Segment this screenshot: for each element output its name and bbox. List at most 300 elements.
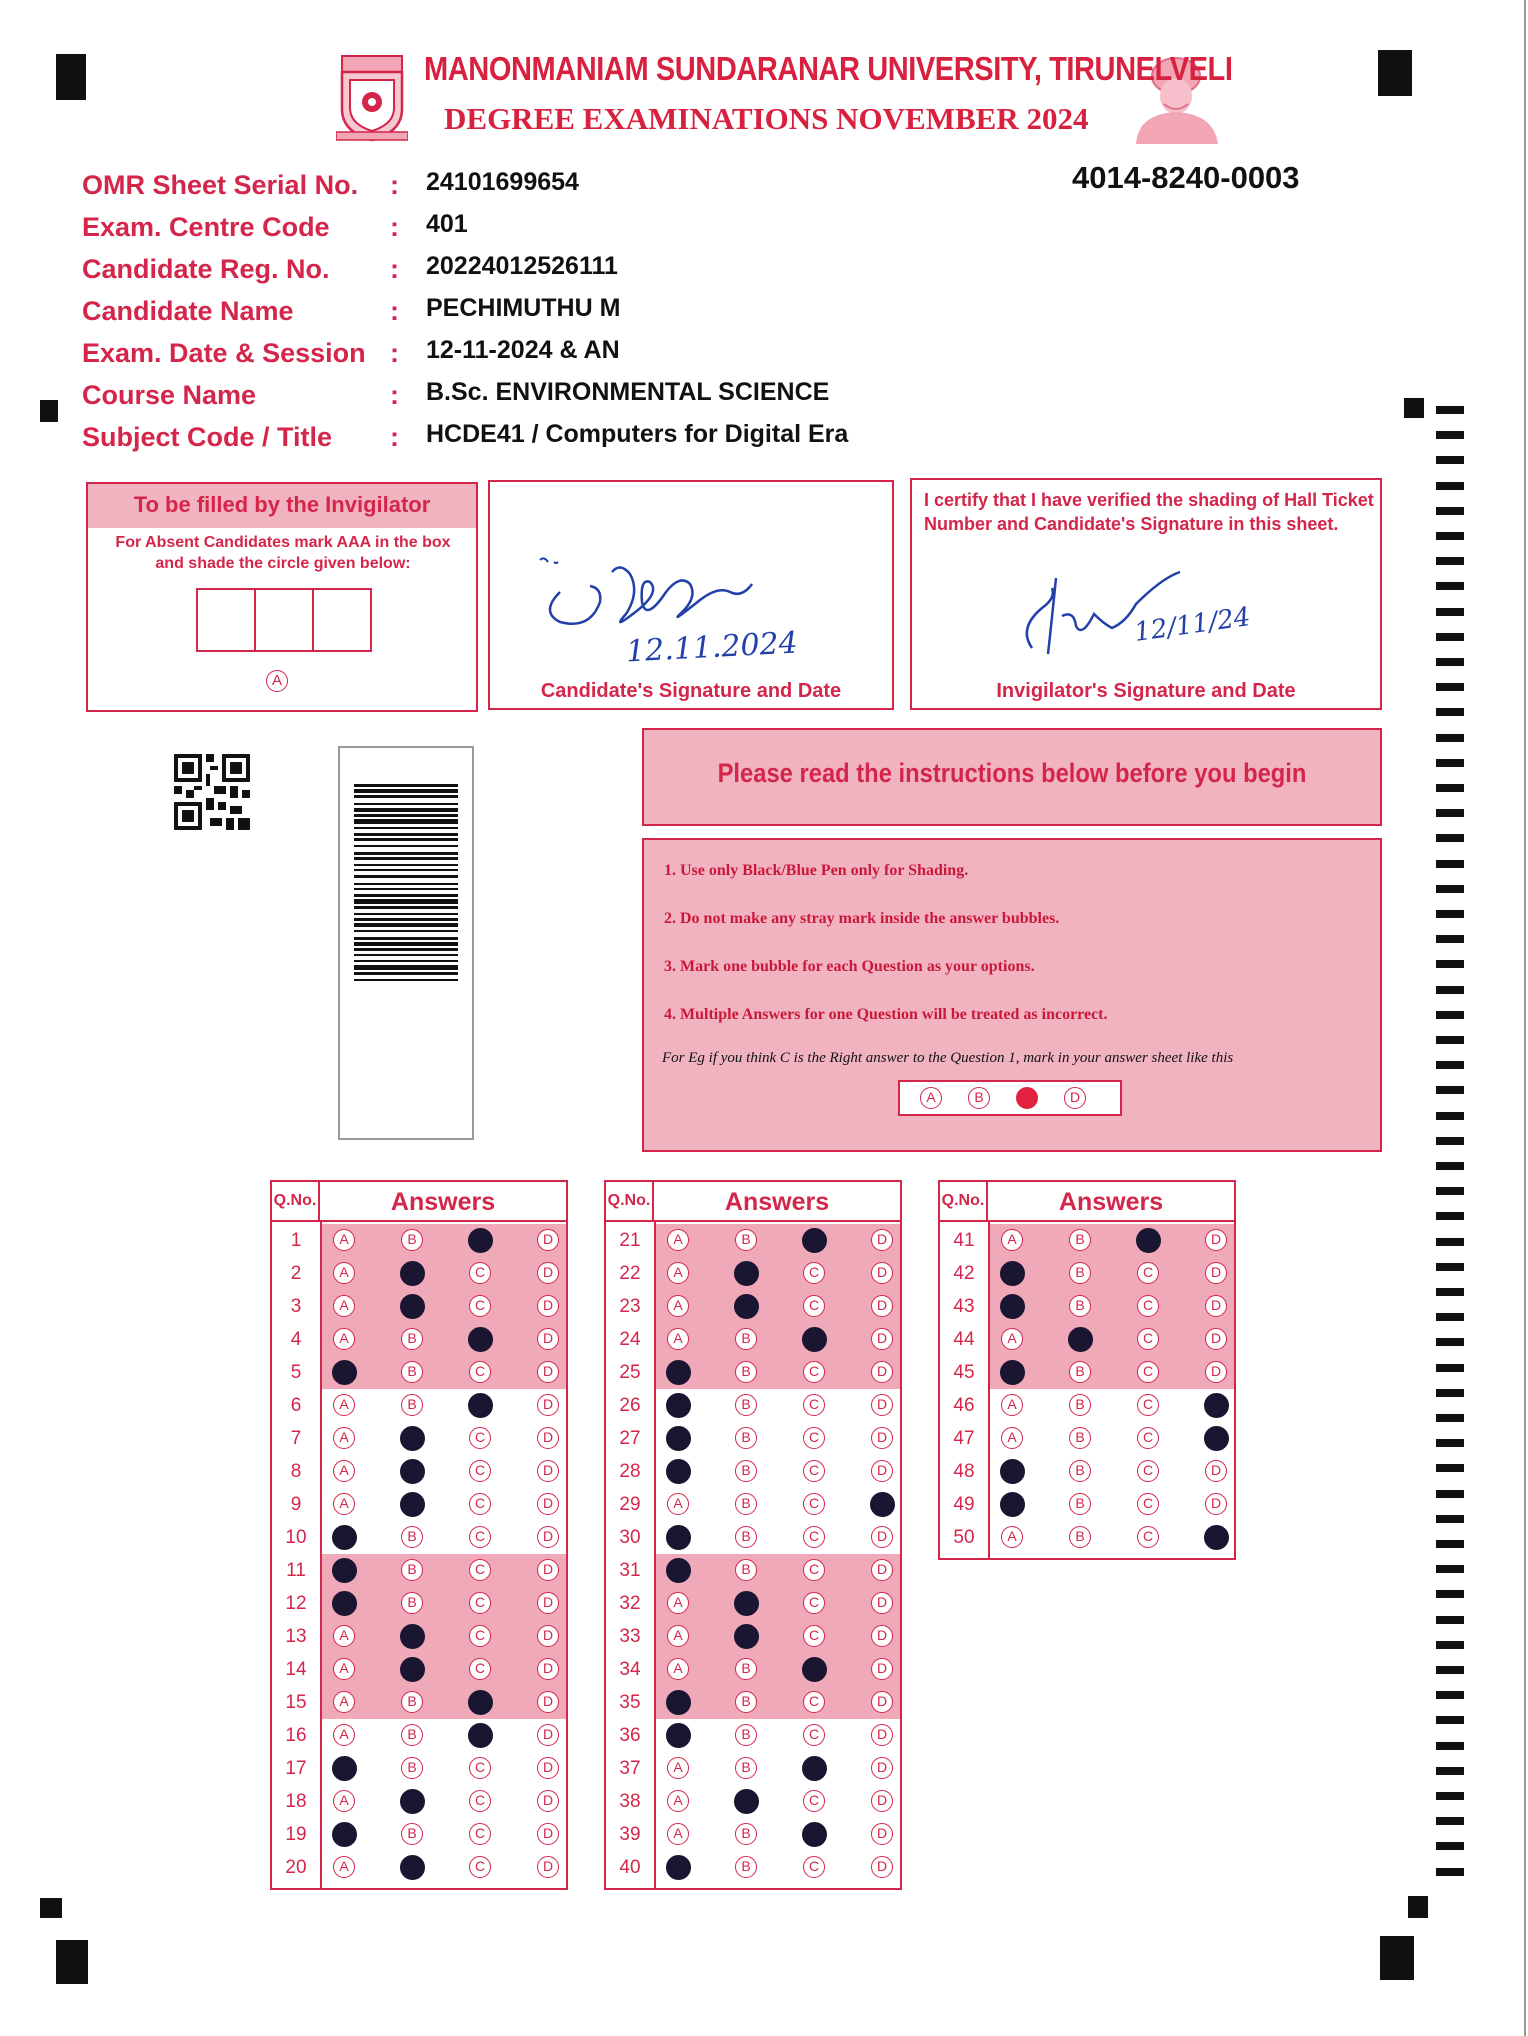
answer-bubble[interactable]: B <box>1069 1526 1091 1548</box>
answer-bubble-filled[interactable] <box>802 1756 827 1781</box>
answer-bubble-filled[interactable] <box>666 1723 691 1748</box>
answer-bubble[interactable]: A <box>1001 1229 1023 1251</box>
question-number: 22 <box>619 1263 641 1284</box>
answer-bubble[interactable]: D <box>871 1625 893 1647</box>
answer-bubble[interactable]: D <box>1205 1493 1227 1515</box>
answer-bubble[interactable]: D <box>537 1328 559 1350</box>
question-number: 32 <box>619 1593 641 1614</box>
answer-bubble[interactable]: B <box>401 1757 423 1779</box>
answer-row <box>940 1488 1234 1521</box>
info-value: B.Sc. ENVIRONMENTAL SCIENCE <box>426 378 830 406</box>
answer-bubble[interactable]: B <box>735 1823 757 1845</box>
answer-bubble[interactable]: C <box>469 1361 491 1383</box>
info-label: Candidate Reg. No. <box>82 254 330 284</box>
answer-bubble[interactable]: A <box>667 1229 689 1251</box>
answer-bubble[interactable]: A <box>1001 1328 1023 1350</box>
answer-bubble-filled[interactable] <box>400 1855 425 1880</box>
answer-bubble[interactable]: A <box>333 1229 355 1251</box>
answer-bubble[interactable]: D <box>871 1427 893 1449</box>
answer-bubble[interactable]: A <box>667 1790 689 1812</box>
answers-header: Answers <box>1058 1188 1164 1216</box>
answer-bubble[interactable]: D <box>537 1691 559 1713</box>
answer-bubble-filled[interactable] <box>666 1393 691 1418</box>
timing-mark <box>1436 910 1464 918</box>
answer-row <box>272 1422 566 1455</box>
answer-bubble[interactable]: C <box>803 1790 825 1812</box>
answer-bubble-filled[interactable] <box>332 1591 357 1616</box>
answer-bubble[interactable]: B <box>401 1394 423 1416</box>
answer-row <box>272 1719 566 1752</box>
answer-row <box>606 1290 900 1323</box>
answer-bubble[interactable]: A <box>333 1691 355 1713</box>
timing-mark <box>1436 1338 1464 1346</box>
timing-mark <box>1436 1868 1464 1876</box>
answer-bubble-filled[interactable] <box>468 1327 493 1352</box>
answer-bubble[interactable]: D <box>537 1262 559 1284</box>
answer-bubble-filled[interactable] <box>400 1426 425 1451</box>
answer-bubble[interactable]: C <box>469 1757 491 1779</box>
answer-bubble-filled[interactable] <box>332 1360 357 1385</box>
answer-bubble[interactable]: B <box>401 1691 423 1713</box>
answer-bubble[interactable]: C <box>803 1592 825 1614</box>
answer-bubble[interactable]: D <box>537 1724 559 1746</box>
answer-bubble[interactable]: D <box>871 1229 893 1251</box>
answer-bubble[interactable]: D <box>1205 1361 1227 1383</box>
answer-bubble[interactable]: A <box>333 1427 355 1449</box>
timing-mark <box>1436 1490 1464 1498</box>
answer-bubble-filled[interactable] <box>1068 1327 1093 1352</box>
answer-bubble[interactable]: C <box>803 1427 825 1449</box>
answer-bubble[interactable]: C <box>803 1262 825 1284</box>
candidate-signature-box <box>488 480 894 710</box>
answer-bubble-filled[interactable] <box>468 1690 493 1715</box>
answer-bubble-filled[interactable] <box>734 1261 759 1286</box>
answer-bubble[interactable]: D <box>537 1295 559 1317</box>
invigilator-signature-box <box>910 478 1382 710</box>
answer-bubble[interactable]: B <box>735 1328 757 1350</box>
answer-bubble-filled[interactable] <box>1000 1360 1025 1385</box>
timing-mark <box>1436 708 1464 716</box>
answer-bubble-filled[interactable] <box>666 1855 691 1880</box>
answer-bubble-filled[interactable] <box>1000 1294 1025 1319</box>
timing-mark <box>1436 582 1464 590</box>
barcode-stripe <box>354 923 458 927</box>
answer-bubble[interactable]: A <box>333 1856 355 1878</box>
answer-bubble[interactable]: D <box>537 1427 559 1449</box>
answer-row <box>606 1719 900 1752</box>
invigilator-signature-caption: Invigilator's Signature and Date <box>996 680 1296 702</box>
answer-bubble-filled[interactable] <box>666 1525 691 1550</box>
answer-bubble[interactable]: C <box>803 1724 825 1746</box>
answer-bubble-filled[interactable] <box>734 1789 759 1814</box>
barcode-stripe <box>354 942 458 946</box>
timing-mark <box>1436 406 1464 414</box>
question-number: 49 <box>953 1494 975 1515</box>
timing-mark <box>1436 1036 1464 1044</box>
timing-mark <box>1436 1439 1464 1447</box>
answer-row <box>606 1488 900 1521</box>
timing-mark <box>1436 683 1464 691</box>
barcode-stripe <box>354 814 458 817</box>
answer-bubble[interactable]: B <box>1069 1460 1091 1482</box>
answer-bubble-filled[interactable] <box>332 1822 357 1847</box>
answer-bubble[interactable]: C <box>469 1823 491 1845</box>
answer-bubble[interactable]: C <box>469 1493 491 1515</box>
answer-bubble[interactable]: B <box>735 1691 757 1713</box>
answer-bubble[interactable]: C <box>803 1361 825 1383</box>
answer-bubble[interactable]: D <box>537 1229 559 1251</box>
university-emblem-icon <box>336 54 408 144</box>
answer-bubble-filled[interactable] <box>802 1228 827 1253</box>
answer-bubble[interactable]: D <box>1205 1262 1227 1284</box>
info-colon: : <box>390 254 399 284</box>
answer-bubble[interactable]: D <box>537 1856 559 1878</box>
answer-bubble-filled[interactable] <box>1000 1261 1025 1286</box>
answer-bubble[interactable]: B <box>401 1328 423 1350</box>
info-value: HCDE41 / Computers for Digital Era <box>426 420 849 448</box>
absent-circle[interactable] <box>266 670 288 692</box>
answer-bubble[interactable]: A <box>333 1724 355 1746</box>
instruction-item: 1. Use only Black/Blue Pen only for Shading. <box>664 862 969 879</box>
barcode-stripe <box>354 819 458 824</box>
answer-bubble[interactable]: B <box>735 1394 757 1416</box>
answer-row <box>272 1587 566 1620</box>
answer-row <box>272 1752 566 1785</box>
answer-bubble-filled[interactable] <box>802 1657 827 1682</box>
answer-bubble-filled[interactable] <box>870 1492 895 1517</box>
answer-bubble-filled[interactable] <box>666 1426 691 1451</box>
answer-bubble[interactable]: C <box>1137 1328 1159 1350</box>
answer-bubble[interactable]: C <box>803 1493 825 1515</box>
answer-bubble[interactable]: D <box>537 1658 559 1680</box>
example-bubbles <box>898 1080 1122 1116</box>
answer-bubble[interactable]: A <box>667 1328 689 1350</box>
answer-bubble[interactable]: C <box>1137 1262 1159 1284</box>
question-number: 3 <box>290 1296 302 1317</box>
answer-bubble[interactable]: B <box>735 1559 757 1581</box>
answer-bubble[interactable]: B <box>1069 1229 1091 1251</box>
answer-bubble-filled[interactable] <box>1204 1525 1229 1550</box>
answer-bubble[interactable]: D <box>537 1790 559 1812</box>
answer-bubble-filled[interactable] <box>666 1690 691 1715</box>
answer-bubble[interactable]: B <box>1069 1394 1091 1416</box>
answer-bubble[interactable]: D <box>537 1493 559 1515</box>
answer-bubble-filled[interactable] <box>468 1723 493 1748</box>
timing-mark <box>1436 456 1464 464</box>
answer-bubble[interactable]: A <box>667 1493 689 1515</box>
answer-bubble[interactable]: D <box>537 1625 559 1647</box>
answer-bubble[interactable]: A <box>667 1823 689 1845</box>
answer-bubble[interactable]: B <box>735 1229 757 1251</box>
timing-mark <box>1436 834 1464 842</box>
barcode-stripe <box>354 803 458 805</box>
sheet-code: 4014-8240-0003 <box>1072 160 1300 195</box>
answer-bubble[interactable]: D <box>537 1823 559 1845</box>
question-number: 7 <box>290 1428 302 1449</box>
answer-bubble-filled[interactable] <box>1000 1492 1025 1517</box>
answer-bubble[interactable]: D <box>1205 1460 1227 1482</box>
barcode-stripe <box>354 883 458 885</box>
timing-mark <box>1436 633 1464 641</box>
answer-bubble-filled[interactable] <box>802 1822 827 1847</box>
answer-bubble-filled[interactable] <box>400 1261 425 1286</box>
info-colon: : <box>390 338 399 368</box>
answer-bubble[interactable]: A <box>333 1493 355 1515</box>
answer-bubble[interactable]: D <box>871 1856 893 1878</box>
answer-bubble[interactable]: D <box>871 1559 893 1581</box>
answer-bubble[interactable]: C <box>1137 1295 1159 1317</box>
answer-bubble[interactable]: A <box>667 1262 689 1284</box>
answer-bubble[interactable]: C <box>803 1460 825 1482</box>
answer-bubble[interactable]: A <box>333 1790 355 1812</box>
answer-bubble[interactable]: C <box>1137 1361 1159 1383</box>
answer-bubble[interactable]: C <box>469 1658 491 1680</box>
answer-bubble[interactable]: D <box>871 1328 893 1350</box>
university-logo <box>336 54 408 144</box>
answer-bubble[interactable]: A <box>1001 1394 1023 1416</box>
answer-bubble[interactable]: C <box>803 1526 825 1548</box>
timing-mark <box>1436 1691 1464 1699</box>
answer-bubble[interactable]: A <box>333 1658 355 1680</box>
answer-bubble-filled[interactable] <box>734 1294 759 1319</box>
answer-bubble-filled[interactable] <box>1204 1393 1229 1418</box>
answer-bubble[interactable]: C <box>469 1427 491 1449</box>
answer-bubble[interactable]: D <box>871 1361 893 1383</box>
answer-bubble[interactable]: D <box>871 1823 893 1845</box>
answer-bubble[interactable]: A <box>667 1625 689 1647</box>
candidate-signature-caption: Candidate's Signature and Date <box>540 680 842 702</box>
answer-bubble[interactable]: D <box>537 1526 559 1548</box>
timing-mark <box>1436 1817 1464 1825</box>
answer-bubble[interactable]: A <box>667 1295 689 1317</box>
answer-bubble[interactable]: B <box>1069 1361 1091 1383</box>
answer-row <box>606 1587 900 1620</box>
answer-bubble[interactable]: B <box>401 1559 423 1581</box>
answer-bubble[interactable]: A <box>333 1328 355 1350</box>
answer-bubble[interactable]: C <box>1137 1493 1159 1515</box>
answer-bubble[interactable]: D <box>1205 1295 1227 1317</box>
answer-bubble-filled[interactable] <box>400 1624 425 1649</box>
answer-bubble[interactable]: A <box>1001 1427 1023 1449</box>
answer-bubble[interactable]: C <box>803 1394 825 1416</box>
answer-bubble-filled[interactable] <box>332 1525 357 1550</box>
timing-mark <box>1436 1716 1464 1724</box>
answer-bubble[interactable]: D <box>1205 1229 1227 1251</box>
barcode-stripe <box>354 937 458 940</box>
answer-row <box>272 1653 566 1686</box>
answer-row <box>272 1785 566 1818</box>
answer-bubble[interactable]: D <box>871 1592 893 1614</box>
answer-bubble[interactable]: D <box>871 1526 893 1548</box>
answer-row <box>272 1224 566 1257</box>
answer-bubble-filled[interactable] <box>332 1756 357 1781</box>
answer-bubble-filled[interactable] <box>666 1360 691 1385</box>
answer-bubble-filled[interactable] <box>1204 1426 1229 1451</box>
question-number: 46 <box>953 1395 975 1416</box>
answer-bubble[interactable]: D <box>1205 1328 1227 1350</box>
barcode-stripe <box>354 795 458 798</box>
answer-bubble[interactable]: B <box>1069 1295 1091 1317</box>
answer-bubble[interactable]: B <box>1069 1427 1091 1449</box>
question-number: 8 <box>290 1461 302 1482</box>
answer-bubble[interactable]: D <box>537 1592 559 1614</box>
answer-bubble[interactable]: D <box>871 1658 893 1680</box>
question-number: 14 <box>285 1659 307 1680</box>
answer-bubble[interactable]: B <box>735 1460 757 1482</box>
answer-bubble-filled[interactable] <box>666 1459 691 1484</box>
answer-bubble[interactable]: A <box>333 1295 355 1317</box>
answer-bubble-filled[interactable] <box>400 1657 425 1682</box>
answer-bubble[interactable]: C <box>803 1856 825 1878</box>
answer-bubble[interactable]: C <box>1137 1394 1159 1416</box>
answer-bubble[interactable]: B <box>401 1526 423 1548</box>
answer-bubble[interactable]: C <box>469 1295 491 1317</box>
absent-mark-boxes[interactable] <box>196 588 372 652</box>
answer-bubble[interactable]: D <box>871 1262 893 1284</box>
answer-bubble[interactable]: B <box>401 1724 423 1746</box>
info-label: Exam. Centre Code <box>82 212 330 242</box>
answer-bubble[interactable]: D <box>871 1790 893 1812</box>
answer-bubble[interactable]: C <box>1137 1460 1159 1482</box>
barcode-stripe <box>354 960 458 962</box>
answer-bubble[interactable]: C <box>469 1790 491 1812</box>
answer-bubble-filled[interactable] <box>468 1228 493 1253</box>
answer-bubble[interactable]: D <box>537 1559 559 1581</box>
answer-bubble[interactable]: C <box>469 1856 491 1878</box>
answer-bubble[interactable]: D <box>871 1724 893 1746</box>
answer-bubble-filled[interactable] <box>1000 1459 1025 1484</box>
question-number: 6 <box>290 1395 302 1416</box>
answer-bubble[interactable]: C <box>469 1460 491 1482</box>
question-number: 1 <box>290 1230 302 1251</box>
answer-bubble-filled[interactable] <box>734 1591 759 1616</box>
answer-bubble[interactable]: D <box>871 1757 893 1779</box>
answer-bubble[interactable]: C <box>469 1526 491 1548</box>
barcode-stripe <box>354 827 458 829</box>
answer-bubble-filled[interactable] <box>400 1789 425 1814</box>
answer-row <box>272 1488 566 1521</box>
answer-bubble[interactable]: D <box>871 1691 893 1713</box>
question-number: 35 <box>619 1692 641 1713</box>
question-number: 20 <box>285 1857 307 1878</box>
answer-bubble-filled[interactable] <box>666 1558 691 1583</box>
answer-bubble[interactable]: D <box>537 1394 559 1416</box>
answer-bubble[interactable]: B <box>735 1427 757 1449</box>
question-number: 48 <box>953 1461 975 1482</box>
answer-bubble[interactable]: A <box>333 1262 355 1284</box>
answer-bubble[interactable]: B <box>735 1757 757 1779</box>
timing-mark <box>1436 1616 1464 1624</box>
timing-mark <box>1436 1666 1464 1674</box>
barcode-stripe <box>354 918 458 921</box>
question-number: 44 <box>953 1329 975 1350</box>
answer-bubble[interactable]: D <box>537 1757 559 1779</box>
question-number: 37 <box>619 1758 641 1779</box>
answer-bubble[interactable]: C <box>1137 1427 1159 1449</box>
answer-bubble[interactable]: A <box>333 1394 355 1416</box>
answer-bubble[interactable]: B <box>735 1361 757 1383</box>
answer-bubble[interactable]: C <box>803 1625 825 1647</box>
invigilator-signature-date: 12/11/24 <box>1132 602 1253 648</box>
answer-row <box>606 1224 900 1257</box>
answer-bubble[interactable]: B <box>735 1493 757 1515</box>
answer-bubble[interactable]: A <box>333 1460 355 1482</box>
answer-bubble[interactable]: C <box>469 1592 491 1614</box>
answer-bubble[interactable]: B <box>401 1823 423 1845</box>
answer-bubble-filled[interactable] <box>400 1492 425 1517</box>
question-number: 18 <box>285 1791 307 1812</box>
answer-bubble[interactable]: B <box>735 1658 757 1680</box>
example-bubble-c-filled <box>1016 1087 1038 1109</box>
answer-bubble-filled[interactable] <box>400 1294 425 1319</box>
answer-row <box>272 1521 566 1554</box>
timing-mark <box>1436 759 1464 767</box>
info-value: 24101699654 <box>426 168 579 196</box>
answer-bubble-filled[interactable] <box>802 1327 827 1352</box>
answer-bubble[interactable]: D <box>871 1394 893 1416</box>
answer-bubble[interactable]: A <box>667 1757 689 1779</box>
answer-bubble[interactable]: D <box>871 1295 893 1317</box>
answer-row <box>272 1620 566 1653</box>
question-number: 29 <box>619 1494 641 1515</box>
answer-bubble-filled[interactable] <box>734 1624 759 1649</box>
timing-mark <box>1436 784 1464 792</box>
answer-bubble[interactable]: B <box>1069 1493 1091 1515</box>
barcode-stripe <box>354 838 458 841</box>
answer-bubble[interactable]: C <box>469 1262 491 1284</box>
answer-bubble-filled[interactable] <box>332 1558 357 1583</box>
answer-bubble[interactable]: A <box>1001 1526 1023 1548</box>
question-number: 41 <box>953 1230 975 1251</box>
barcode-stripe <box>354 894 458 897</box>
timing-mark <box>1436 608 1464 616</box>
timing-mark <box>1436 1792 1464 1800</box>
answer-bubble[interactable]: B <box>1069 1262 1091 1284</box>
answer-bubble[interactable]: C <box>803 1295 825 1317</box>
answer-bubble[interactable]: B <box>735 1724 757 1746</box>
answer-bubble[interactable]: D <box>537 1361 559 1383</box>
answer-bubble[interactable]: D <box>537 1460 559 1482</box>
registration-mark-right-top <box>1404 398 1424 418</box>
answer-bubble-filled[interactable] <box>1136 1228 1161 1253</box>
answer-bubble-filled[interactable] <box>400 1459 425 1484</box>
answer-bubble[interactable]: C <box>469 1559 491 1581</box>
barcode-stripe <box>354 833 458 836</box>
question-number: 26 <box>619 1395 641 1416</box>
answer-bubble[interactable]: A <box>333 1625 355 1647</box>
answer-bubble[interactable]: C <box>803 1559 825 1581</box>
answer-bubble[interactable]: B <box>401 1592 423 1614</box>
question-number: 23 <box>619 1296 641 1317</box>
answer-bubble[interactable]: B <box>401 1361 423 1383</box>
answer-bubble[interactable]: D <box>871 1460 893 1482</box>
answer-bubble[interactable]: A <box>667 1658 689 1680</box>
barcode-stripe <box>354 808 458 812</box>
answer-bubble[interactable]: C <box>803 1691 825 1713</box>
answer-bubble[interactable]: B <box>735 1856 757 1878</box>
answer-bubble[interactable]: C <box>1137 1526 1159 1548</box>
answer-bubble-filled[interactable] <box>468 1393 493 1418</box>
barcode-stripe <box>354 906 458 909</box>
answer-bubble[interactable]: B <box>401 1229 423 1251</box>
barcode-stripe <box>354 930 458 932</box>
info-label: OMR Sheet Serial No. <box>82 170 359 200</box>
answer-bubble[interactable]: B <box>735 1526 757 1548</box>
question-number: 43 <box>953 1296 975 1317</box>
answer-row <box>940 1356 1234 1389</box>
answer-bubble[interactable]: C <box>469 1625 491 1647</box>
answer-bubble[interactable]: A <box>667 1592 689 1614</box>
